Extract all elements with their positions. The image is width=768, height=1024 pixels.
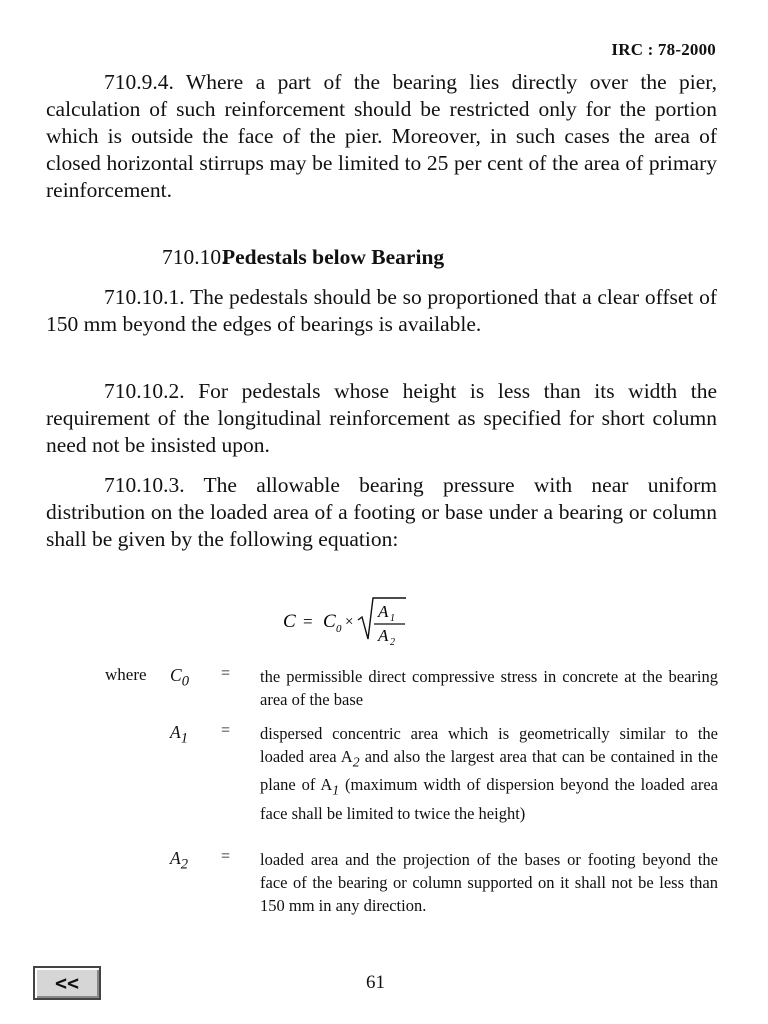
formula-numerator: A <box>378 602 389 621</box>
where-label: where <box>105 665 147 684</box>
definition-equals: = <box>221 665 231 682</box>
section-710-10-1 <box>46 284 717 338</box>
section-text: The pedestals should be so proportioned that a clear offset of 150 mm beyond the edges of bearings is available. <box>46 285 717 336</box>
formula-numerator-sub: 1 <box>390 613 395 624</box>
formula-coef: C <box>323 611 336 632</box>
bearing-pressure-equation <box>283 593 413 649</box>
section-number: 710.10.2. <box>104 379 185 403</box>
section-number: 710.10.3. <box>104 473 185 497</box>
page-number: 61 <box>366 972 385 993</box>
section-710-10-3 <box>46 472 717 553</box>
definition-text: the permissible direct compressive stress in concrete at the bearing area of the base <box>260 667 718 709</box>
definition-symbol: $A_2$ <box>170 848 188 873</box>
back-button[interactable]: << <box>33 966 101 1000</box>
section-710-10-2 <box>46 378 717 459</box>
formula-denominator-sub: 2 <box>390 637 395 648</box>
section-number: 710.10.1. <box>104 285 185 309</box>
section-title: Pedestals below Bearing <box>222 245 445 269</box>
section-text: For pedestals whose height is less than its width the requirement of the longitudinal reinforcement as specified for short column need not be insisted upon. <box>46 379 718 457</box>
section-710-10-heading <box>46 244 717 271</box>
section-710-9-4 <box>46 69 717 204</box>
section-text: The allowable bearing pressure with near uniform distribution on the loaded area of a footing or base under a bearing or column shall be given by the following equation: <box>46 473 717 551</box>
definition-text: dispersed concentric area which is geometrically similar to the loaded area $A_2$ and also the largest area that can be contained in the plane of $A_1$ (maximum width of dispersion beyond the loaded area face shall be limited to twice the height) <box>260 724 718 823</box>
definition-symbol: $C_0$ <box>170 665 189 690</box>
formula-equals: = <box>303 612 313 631</box>
definition-symbol: $A_1$ <box>170 722 188 747</box>
section-text: Where a part of the bearing lies directly over the pier, calculation of such reinforcement should be restricted only for the portion which is outside the face of the pier. Moreover, in such cases the area of closed horizontal stirrups may be limited to 25 per cent of the area of primary reinforcement. <box>46 70 717 202</box>
definition-equals: = <box>221 722 231 739</box>
definition-text: loaded area and the projection of the bases or footing beyond the face of the bearing or column supported on it shall not be less than 150 mm in any direction. <box>260 850 718 915</box>
section-number: 710.10. <box>162 245 227 269</box>
formula-coef-sub: 0 <box>336 623 342 635</box>
document-code: IRC : 78-2000 <box>611 40 716 59</box>
formula-times: × <box>345 614 354 630</box>
definition-equals: = <box>221 848 231 865</box>
section-number: 710.9.4. <box>104 70 174 94</box>
formula-lhs: C <box>283 611 296 632</box>
formula-denominator: A <box>378 626 389 645</box>
